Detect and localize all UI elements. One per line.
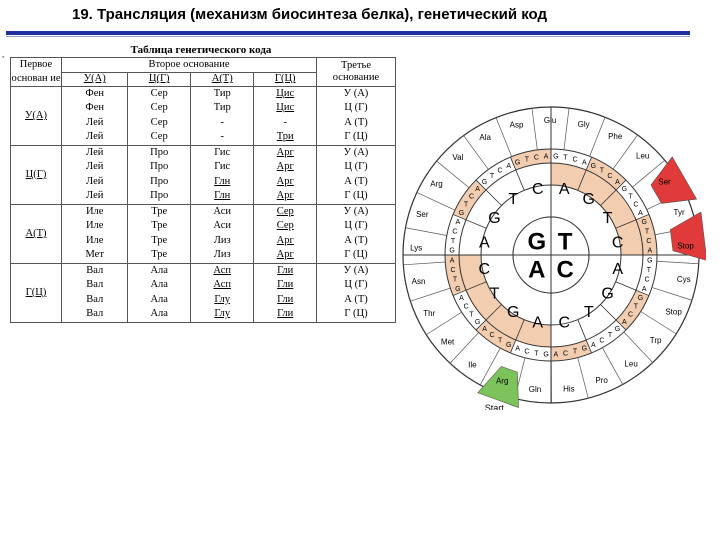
amino-acid: Тир [213, 88, 231, 99]
wheel-codon-letter: A [622, 318, 627, 326]
amino-acid: Глу [214, 308, 231, 320]
amino-acid-cell [190, 205, 254, 264]
wheel-amino-label: Phe [608, 132, 623, 142]
wheel-amino-label: Leu [636, 151, 650, 161]
amino-acid: Ала [150, 279, 168, 291]
amino-acid: Сер [150, 88, 168, 99]
amino-acid: Тир [213, 102, 231, 114]
amino-acid: Сер [150, 102, 168, 114]
table-row [11, 87, 396, 146]
amino-acid-cell [254, 205, 317, 264]
amino-acid: Вал [86, 293, 104, 305]
amino-acid: - [220, 116, 224, 128]
amino-acid: Аси [213, 220, 231, 232]
amino-acid: Иле [85, 234, 104, 246]
wheel-codon-letter: G [505, 342, 512, 350]
wheel-codon-letter: C [627, 311, 634, 319]
wheel-codon-letter: C [497, 167, 503, 175]
wheel-codon-letter: C [572, 156, 578, 164]
codon-wheel-svg [396, 100, 706, 410]
amino-acid: Лей [86, 175, 104, 187]
third-base-label: А (Т) [344, 293, 368, 305]
third-base-label: У (А) [343, 206, 369, 217]
wheel-codon-letter: C [450, 267, 456, 275]
wheel-base-letter: C [531, 180, 544, 198]
wheel-codon-letter: A [543, 153, 549, 161]
third-base-cell [317, 205, 396, 264]
first-base-cell [11, 264, 62, 323]
wheel-start-label: Start [484, 402, 504, 410]
wheel-base-letter: A [612, 260, 624, 278]
amino-acid: Ала [150, 308, 168, 320]
slide-title [72, 6, 547, 23]
amino-acid: Лей [86, 147, 104, 158]
wheel-codon-letter: G [474, 319, 481, 327]
wheel-amino-label: Arg [495, 376, 509, 386]
amino-acid: Вал [86, 279, 104, 291]
wheel-amino-label: Asn [411, 277, 426, 287]
amino-acid: Гис [214, 161, 231, 173]
wheel-amino-label: Gly [577, 119, 590, 129]
codon-grid [10, 57, 396, 323]
amino-acid-cell [128, 205, 191, 264]
third-base-cell [317, 146, 396, 205]
amino-acid: Лей [86, 131, 104, 143]
wheel-base-letter: T [602, 209, 613, 227]
amino-acid: Арг [276, 234, 294, 246]
wheel-codon-letter: C [489, 332, 495, 340]
wheel-base-letter: A [558, 180, 570, 198]
amino-acid-cell [254, 87, 317, 146]
wheel-codon-letter: G [581, 345, 588, 353]
wheel-codon-letter: A [475, 186, 480, 194]
first-base-label: А(Т) [25, 228, 47, 239]
third-base-label: У (А) [343, 147, 369, 158]
amino-acid: Глн [214, 175, 231, 187]
wheel-codon-letter: T [599, 167, 605, 175]
amino-acid: Сер [150, 116, 168, 128]
col-header-c-label: Ц(Г) [148, 73, 170, 85]
amino-acid-cell [62, 146, 128, 205]
amino-acid: Про [150, 175, 169, 187]
wheel-codon-letter: T [607, 332, 613, 340]
third-base-label: А (Т) [344, 116, 368, 128]
wheel-codon-letter: T [633, 303, 639, 311]
third-base-label: А (Т) [344, 175, 368, 187]
wheel-codon-letter: T [450, 237, 456, 245]
wheel-center-t: T [557, 228, 573, 256]
codon-wheel [396, 100, 706, 410]
amino-acid: - [220, 131, 224, 143]
wheel-codon-letter: T [489, 172, 495, 180]
first-base-cell [11, 146, 62, 205]
slide-number: 19. [72, 6, 93, 23]
wheel-codon-letter: C [452, 228, 458, 236]
wheel-amino-label: Ser [416, 209, 429, 219]
wheel-codon-letter: G [481, 179, 488, 187]
wheel-base-letter: T [489, 285, 500, 303]
amino-acid: Иле [85, 220, 104, 232]
wheel-amino-label: Ile [468, 360, 477, 370]
amino-acid: Арг [276, 249, 294, 261]
amino-acid: Фен [85, 88, 104, 99]
third-base-label: Ц (Г) [344, 102, 368, 114]
wheel-base-letter: G [488, 209, 501, 227]
first-base-cell [11, 205, 62, 264]
wheel-codon-letter: A [506, 163, 511, 171]
wheel-codon-letter: A [647, 247, 653, 255]
amino-acid: Арг [276, 161, 294, 173]
amino-acid: Про [150, 190, 169, 202]
wheel-amino-label: Stop [677, 241, 694, 251]
wheel-codon-letter: G [637, 294, 644, 302]
wheel-codon-letter: G [621, 185, 628, 193]
wheel-codon-letter: A [482, 325, 487, 333]
wheel-amino-label: Ala [479, 132, 491, 142]
amino-acid: Тре [151, 234, 168, 246]
wheel-base-letter: G [601, 285, 614, 303]
wheel-amino-label: Arg [430, 179, 443, 189]
wheel-codon-letter: A [641, 285, 647, 293]
title-underline [6, 31, 690, 35]
wheel-codon-letter: A [591, 341, 596, 349]
wheel-amino-label: Glu [543, 115, 557, 125]
amino-acid-cell [254, 264, 317, 323]
table-row [11, 264, 396, 323]
wheel-amino-label: His [563, 384, 575, 394]
amino-acid: Лей [86, 161, 104, 173]
third-base-label: Ц (Г) [344, 279, 368, 291]
amino-acid: Лиз [213, 234, 231, 246]
amino-acid: Лиз [213, 249, 231, 261]
third-base-label: Ц (Г) [344, 220, 368, 232]
amino-acid: Ала [150, 293, 168, 305]
wheel-codon-letter: T [463, 201, 469, 209]
wheel-codon-letter: G [641, 219, 647, 227]
amino-acid-cell [190, 87, 254, 146]
wheel-amino-label: Lys [410, 243, 423, 253]
amino-acid: Гли [277, 308, 294, 320]
wheel-codon-letter: T [646, 267, 652, 275]
amino-acid: Тре [151, 249, 168, 261]
amino-acid: Про [150, 161, 169, 173]
wheel-codon-letter: G [449, 247, 455, 255]
wheel-base-letter: G [582, 191, 596, 209]
amino-acid: Фен [85, 102, 104, 114]
amino-acid-cell [128, 87, 191, 146]
amino-acid-cell [254, 146, 317, 205]
wheel-amino-label: Leu [624, 359, 638, 369]
wheel-amino-label: Pro [595, 375, 608, 385]
amino-acid-cell [62, 87, 128, 146]
wheel-codon-letter: G [614, 325, 621, 333]
wheel-amino-label: Stop [665, 307, 682, 317]
wheel-codon-letter: T [572, 348, 578, 356]
wheel-amino-label: Met [440, 337, 455, 347]
wheel-codon-letter: T [628, 193, 633, 201]
wheel-amino-label: Ser [658, 177, 671, 187]
amino-acid: Сер [150, 131, 168, 143]
wheel-codon-letter: A [553, 351, 559, 359]
wheel-codon-letter: A [581, 159, 587, 167]
header-third-base: Третье основание [317, 58, 396, 87]
amino-acid: - [283, 116, 287, 128]
amino-acid: Гли [277, 265, 294, 276]
wheel-amino-label: Val [452, 153, 464, 163]
third-base-label: А (Т) [344, 234, 368, 246]
amino-acid: Арг [276, 175, 294, 187]
wheel-codon-letter: C [563, 350, 569, 358]
wheel-codon-letter: G [514, 159, 521, 167]
third-base-label: Ц (Г) [344, 161, 368, 173]
title-underline-thin [6, 36, 690, 37]
wheel-codon-letter: G [543, 351, 549, 359]
wheel-codon-letter: T [644, 228, 650, 236]
first-base-label: У(А) [24, 110, 47, 121]
col-header-c [128, 72, 191, 87]
wheel-codon-letter: G [455, 285, 461, 293]
amino-acid: Асп [213, 265, 231, 276]
amino-acid: Аси [213, 206, 231, 217]
wheel-codon-letter: A [615, 179, 620, 187]
wheel-codon-letter: T [524, 156, 530, 164]
amino-acid: Три [276, 131, 294, 143]
amino-acid: Вал [86, 308, 104, 320]
amino-acid: Цис [276, 88, 295, 99]
wheel-base-letter: G [506, 304, 520, 322]
amino-acid: Гис [214, 147, 231, 158]
wheel-amino-label: Gln [528, 384, 542, 394]
table-heading: Таблица генетического кода [130, 44, 272, 56]
table-header-row [11, 58, 396, 73]
wheel-amino-label: Trp [649, 336, 662, 346]
wheel-codon-letter: T [534, 350, 539, 358]
amino-acid: Арг [276, 147, 294, 158]
wheel-codon-letter: C [644, 276, 650, 284]
amino-acid: Тре [151, 206, 168, 217]
amino-acid: Про [150, 147, 169, 158]
wheel-amino-label: Cys [676, 275, 691, 285]
table-marker-icon: ▪ [2, 54, 5, 61]
col-header-u-label: У(А) [83, 73, 106, 85]
third-base-cell [317, 87, 396, 146]
first-base-label: Г(Ц) [25, 287, 47, 298]
amino-acid: Вал [86, 265, 104, 276]
third-base-label: Г (Ц) [344, 131, 368, 143]
col-header-a-label: А(Т) [211, 73, 233, 85]
wheel-base-letter: T [508, 191, 519, 209]
amino-acid: Иле [85, 206, 104, 217]
col-header-g-label: Г(Ц) [274, 73, 296, 85]
wheel-base-letter: A [532, 314, 544, 332]
wheel-codon-letter: A [449, 257, 455, 265]
wheel-amino-label: Thr [423, 309, 436, 319]
wheel-codon-letter: A [459, 294, 464, 302]
amino-acid-cell [190, 264, 254, 323]
table-row [11, 146, 396, 205]
wheel-codon-letter: A [455, 219, 461, 227]
wheel-codon-letter: A [515, 345, 521, 353]
amino-acid: Цис [276, 102, 295, 114]
amino-acid: Сер [276, 206, 294, 217]
wheel-amino-label: Tyr [673, 208, 685, 218]
amino-acid: Сер [276, 220, 294, 232]
wheel-codon-letter: G [590, 162, 597, 170]
wheel-base-letter: C [558, 314, 571, 332]
wheel-amino-label: Asp [509, 120, 524, 130]
third-base-label: Г (Ц) [344, 190, 368, 202]
amino-acid: Мет [85, 249, 104, 261]
wheel-codon-letter: C [599, 337, 605, 345]
wheel-center-c: C [556, 256, 574, 284]
third-base-label: У (А) [343, 265, 369, 276]
first-base-cell [11, 87, 62, 146]
amino-acid-cell [62, 205, 128, 264]
wheel-codon-letter: G [647, 257, 653, 265]
wheel-base-letter: C [478, 260, 491, 278]
amino-acid: Гли [277, 293, 294, 305]
table-row [11, 205, 396, 264]
table-body [11, 87, 396, 323]
wheel-center-g: G [527, 228, 547, 256]
wheel-codon-letter: T [497, 337, 503, 345]
wheel-base-letter: C [611, 234, 624, 252]
header-second-base: Второе основание [62, 58, 317, 73]
amino-acid: Лей [86, 190, 104, 202]
wheel-codon-letter: T [469, 311, 474, 319]
wheel-codon-letter: C [463, 303, 469, 311]
third-base-label: Г (Ц) [344, 308, 368, 320]
third-base-cell [317, 264, 396, 323]
wheel-codon-letter: A [638, 210, 643, 218]
wheel-base-letter: A [478, 234, 490, 252]
wheel-codon-letter: C [468, 193, 475, 201]
genetic-code-table [2, 44, 396, 323]
wheel-codon-letter: T [563, 154, 568, 162]
first-base-label: Ц(Г) [25, 169, 47, 180]
amino-acid: Тре [151, 220, 168, 232]
amino-acid: Гли [277, 279, 294, 291]
wheel-codon-letter: C [524, 348, 530, 356]
wheel-codon-letter: G [553, 153, 559, 161]
slide-title-text: Трансляция (механизм биосинтеза белка), генетический код [97, 6, 548, 23]
wheel-center-a: A [528, 256, 546, 284]
wheel-codon-letter: G [458, 210, 465, 218]
col-header-g [254, 72, 317, 87]
amino-acid: Глу [214, 293, 231, 305]
amino-acid: Ала [150, 265, 168, 276]
col-header-u [62, 72, 128, 87]
third-base-label: У (А) [343, 88, 369, 99]
wheel-codon-letter: C [633, 201, 639, 209]
amino-acid-cell [190, 146, 254, 205]
header-first-base: Первое основан ие [11, 58, 62, 87]
amino-acid: Лей [86, 116, 104, 128]
amino-acid-cell [128, 146, 191, 205]
col-header-a [190, 72, 254, 87]
amino-acid-cell [128, 264, 191, 323]
wheel-codon-letter: C [533, 154, 539, 162]
amino-acid: Арг [276, 190, 294, 202]
amino-acid-cell [62, 264, 128, 323]
amino-acid: Глн [214, 190, 231, 202]
wheel-codon-letter: C [607, 172, 613, 180]
wheel-codon-letter: C [646, 237, 652, 245]
third-base-label: Г (Ц) [344, 249, 368, 261]
wheel-base-letter: T [583, 304, 594, 322]
wheel-codon-letter: T [452, 276, 458, 284]
amino-acid: Асп [213, 279, 231, 291]
